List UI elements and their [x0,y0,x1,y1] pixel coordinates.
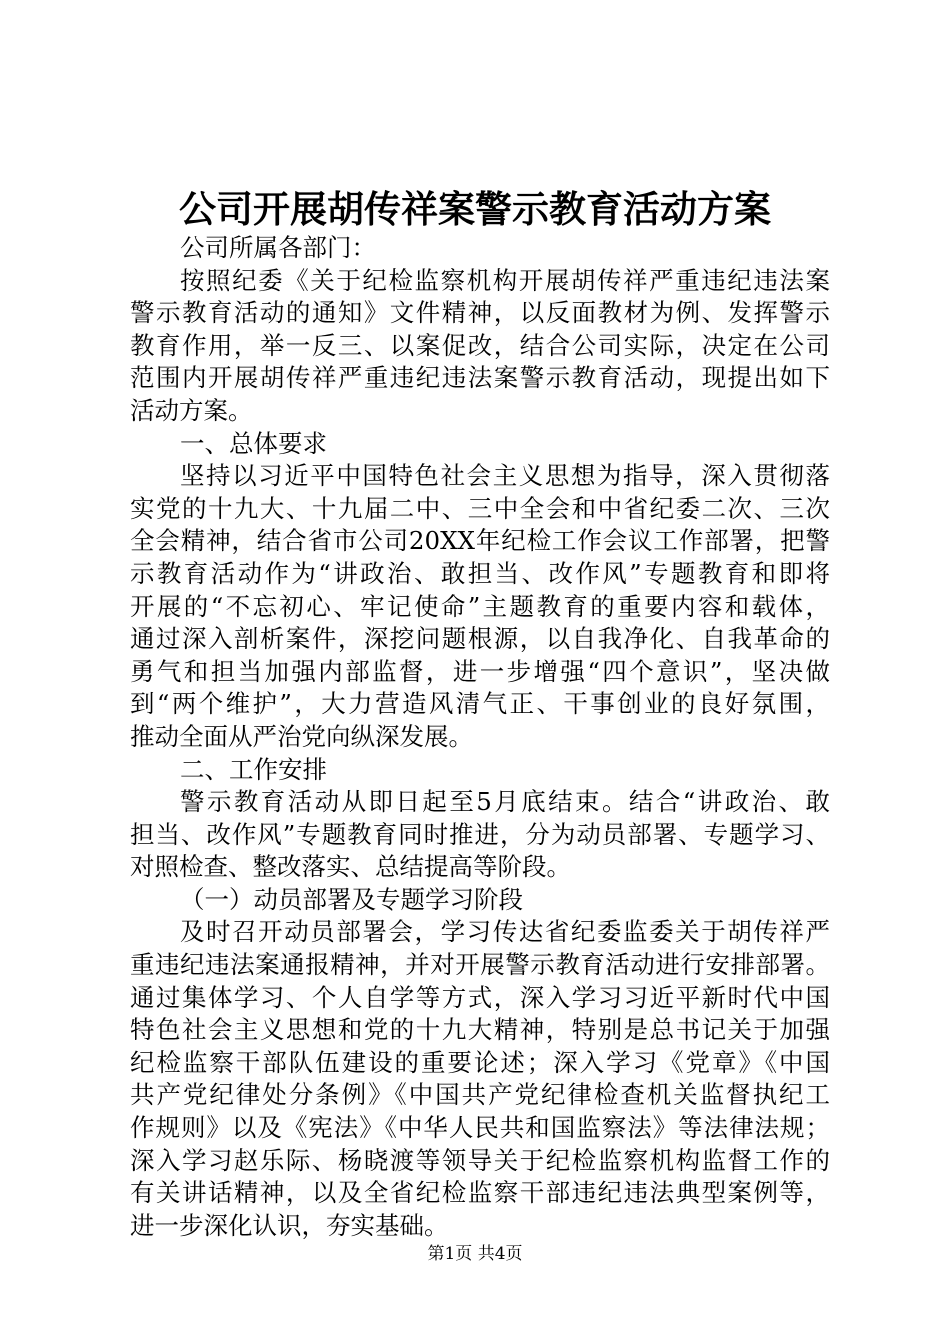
paragraph-line: 推动全面从严治党向纵深发展。 [130,721,473,751]
paragraph-line: 共产党纪律处分条例》《中国共产党纪律检查机关监督执纪工 [130,1080,830,1110]
paragraph-line: 警示教育活动的通知》文件精神，以反面教材为例、发挥警示 [130,298,830,328]
paragraph-line: 对照检查、整改落实、总结提高等阶段。 [130,852,571,882]
paragraph-line: 纪检监察干部队伍建设的重要论述；深入学习《党章》《中国 [130,1047,830,1077]
paragraph-line: 深入学习赵乐际、杨晓渡等领导关于纪检监察机构监督工作的 [130,1145,830,1175]
paragraph-line: 范围内开展胡传祥严重违纪违法案警示教育活动，现提出如下 [130,363,830,393]
paragraph-line: 通过集体学习、个人自学等方式，深入学习习近平新时代中国 [130,982,830,1012]
document-title: 公司开展胡传祥案警示教育活动方案 [179,187,771,231]
section-heading: 二、工作安排 [180,754,327,784]
paragraph-line: 及时召开动员部署会，学习传达省纪委监委关于胡传祥严 [180,917,830,947]
paragraph-line: 全会精神，结合省市公司20XX年纪检工作会议工作部署，把警 [130,526,830,556]
paragraph-line: 警示教育活动从即日起至5月底结束。结合“讲政治、敢 [180,787,830,817]
paragraph-line: 教育作用，举一反三、以案促改，结合公司实际，决定在公司 [130,330,830,360]
page-number: 第1页 共4页 [427,1244,523,1264]
paragraph-line: 担当、改作风”专题教育同时推进，分为动员部署、专题学习、 [130,819,830,849]
paragraph-line: 实党的十九大、十九届二中、三中全会和中省纪委二次、三次 [130,493,830,523]
paragraph-line: 开展的“不忘初心、牢记使命”主题教育的重要内容和载体， [130,591,830,621]
paragraph-line: 有关讲话精神，以及全省纪检监察干部违纪违法典型案例等， [130,1178,830,1208]
paragraph-line: 进一步深化认识，夯实基础。 [130,1210,449,1240]
salutation-line: 公司所属各部门： [180,233,376,262]
paragraph-line: 通过深入剖析案件，深挖问题根源，以自我净化、自我革命的 [130,624,830,654]
paragraph-line: 特色社会主义思想和党的十九大精神，特别是总书记关于加强 [130,1015,830,1045]
paragraph-line: 坚持以习近平中国特色社会主义思想为指导，深入贯彻落 [180,461,830,491]
paragraph-line: 勇气和担当加强内部监督，进一步增强“四个意识”，坚决做 [130,656,830,686]
subsection-heading: （一）动员部署及专题学习阶段 [180,884,523,914]
paragraph-line: 示教育活动作为“讲政治、敢担当、改作风”专题教育和即将 [130,558,830,588]
paragraph-line: 活动方案。 [130,395,253,425]
document-body [130,232,830,1242]
section-heading: 一、总体要求 [180,428,327,458]
paragraph-line: 作规则》以及《宪法》《中华人民共和国监察法》等法律法规； [130,1113,830,1143]
paragraph-line: 到“两个维护”，大力营造风清气正、干事创业的良好氛围， [130,689,830,719]
paragraph-line: 重违纪违法案通报精神，并对开展警示教育活动进行安排部署。 [130,950,830,980]
paragraph-line: 按照纪委《关于纪检监察机构开展胡传祥严重违纪违法案 [180,265,830,295]
